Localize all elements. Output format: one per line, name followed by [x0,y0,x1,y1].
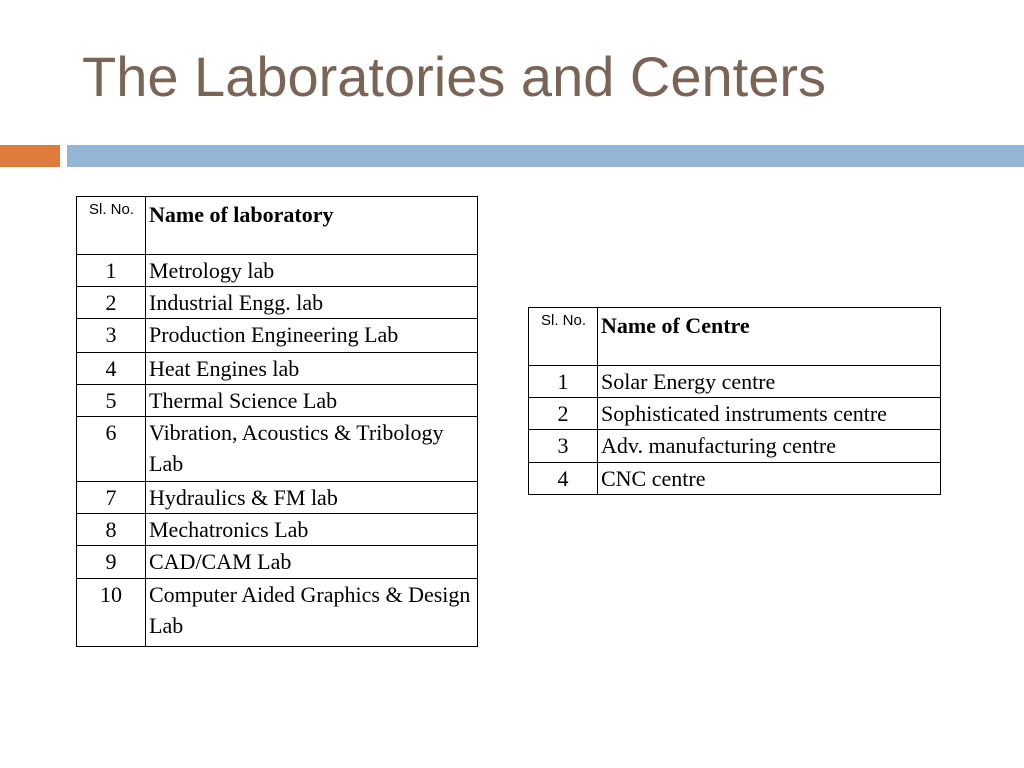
table-header-row [529,308,941,366]
row-number: 3 [529,430,598,463]
slide-title: The Laboratories and Centers [82,45,826,108]
table-row [77,385,478,417]
row-name: Sophisticated instruments centre [598,398,941,430]
row-number: 8 [77,514,146,546]
row-number: 1 [529,366,598,398]
row-number: 7 [77,482,146,514]
row-number: 5 [77,385,146,417]
row-number: 2 [77,287,146,319]
row-name: Solar Energy centre [598,366,941,398]
table-row [77,514,478,546]
row-number: 4 [529,463,598,495]
header-sl-no: Sl. No. [529,308,598,366]
table-row [77,546,478,579]
table-row [77,353,478,385]
table-row [77,255,478,287]
row-name: Thermal Science Lab [146,385,478,417]
row-name: Hydraulics & FM lab [146,482,478,514]
row-name: Computer Aided Graphics & Design Lab [146,579,478,647]
row-name: Vibration, Acoustics & Tribology Lab [146,417,478,482]
table-row [77,482,478,514]
table-row [529,463,941,495]
row-name: Metrology lab [146,255,478,287]
row-name: Heat Engines lab [146,353,478,385]
table-row [77,579,478,647]
row-name: Production Engineering Lab [146,319,478,353]
table-row [77,417,478,482]
laboratories-table [76,196,478,647]
row-name: Adv. manufacturing centre [598,430,941,463]
table-header-row [77,197,478,255]
table-row [529,398,941,430]
table-row [529,430,941,463]
table-row [77,287,478,319]
row-number: 9 [77,546,146,579]
row-number: 4 [77,353,146,385]
accent-bar-blue [67,145,1024,167]
header-name-of-centre: Name of Centre [598,308,941,366]
row-name: CNC centre [598,463,941,495]
row-name: CAD/CAM Lab [146,546,478,579]
row-number: 2 [529,398,598,430]
header-sl-no: Sl. No. [77,197,146,255]
row-name: Mechatronics Lab [146,514,478,546]
header-name-of-laboratory: Name of laboratory [146,197,478,255]
row-name: Industrial Engg. lab [146,287,478,319]
table-row [77,319,478,353]
row-number: 10 [77,579,146,647]
row-number: 6 [77,417,146,482]
row-number: 1 [77,255,146,287]
row-number: 3 [77,319,146,353]
table-row [529,366,941,398]
centres-table [528,307,941,495]
accent-bar-orange [0,145,60,167]
